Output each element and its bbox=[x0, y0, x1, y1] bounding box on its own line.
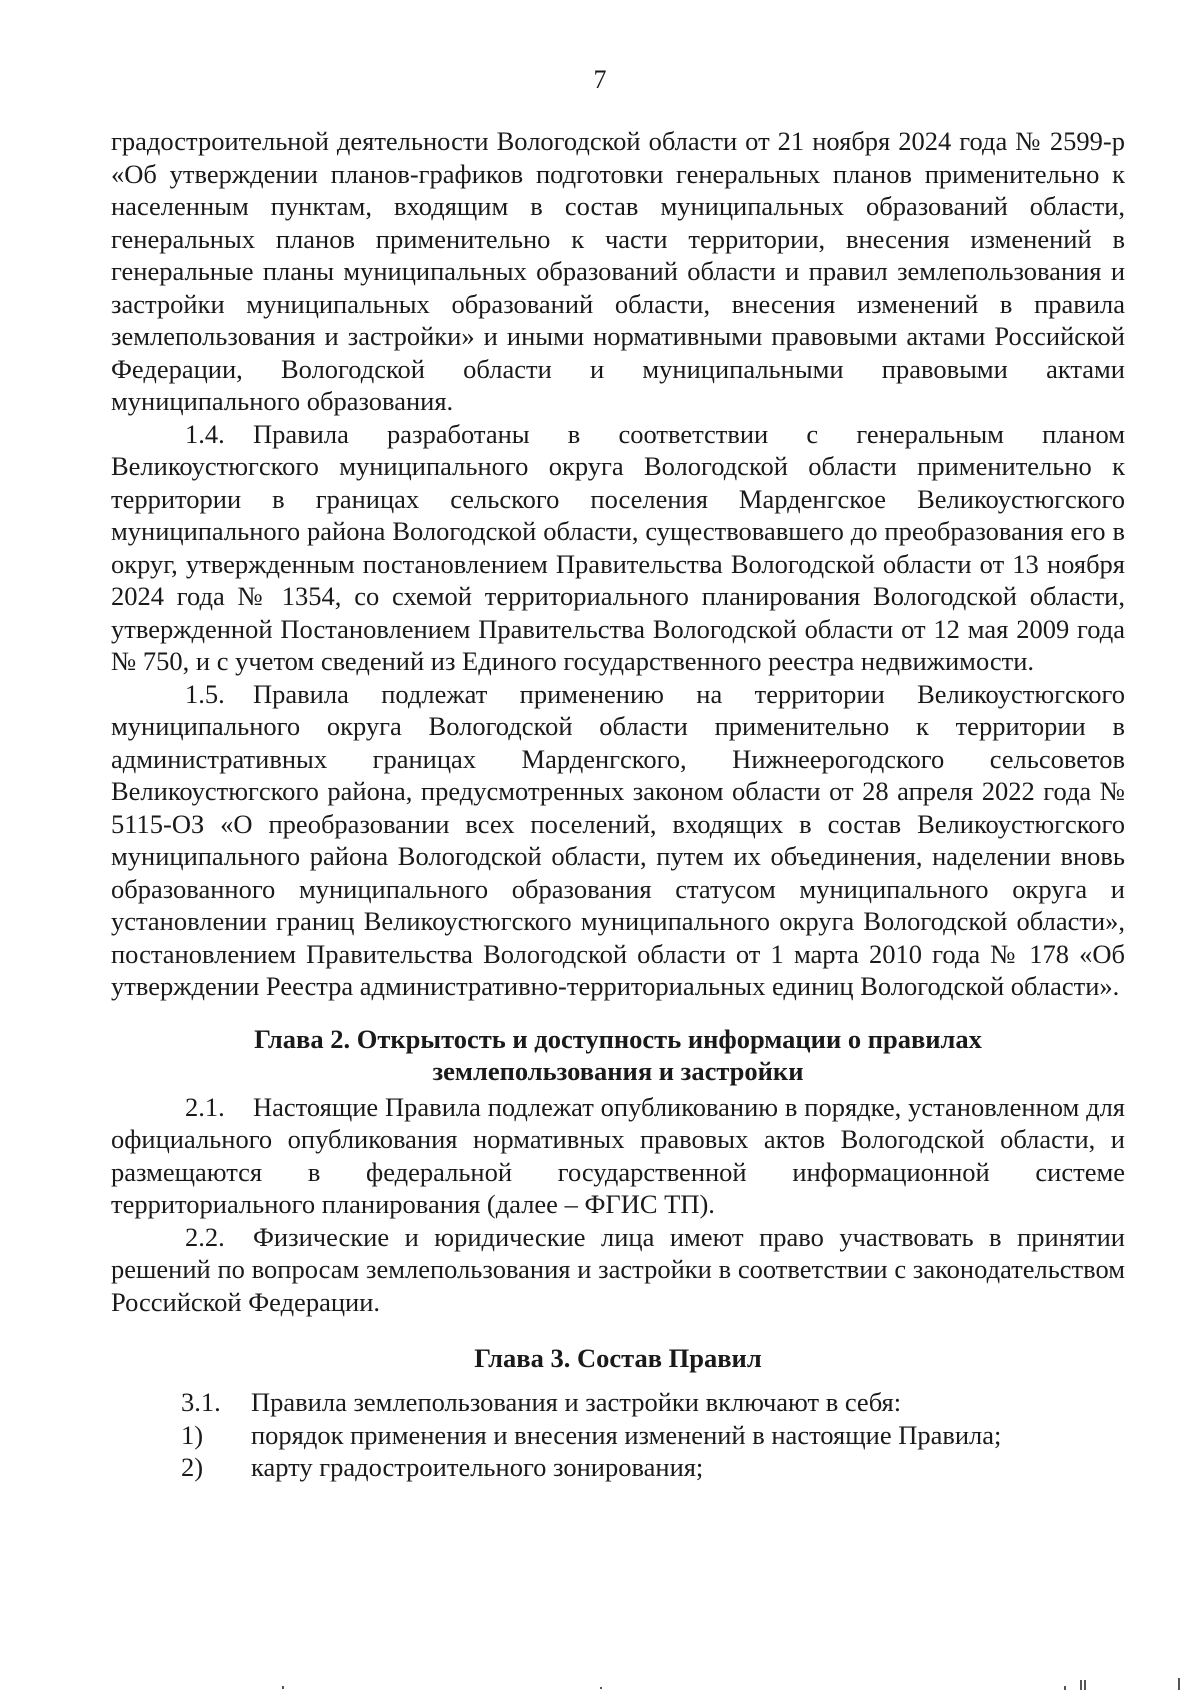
paragraph-text: Настоящие Правила подлежат опубликованию в порядке, установленном для официального опубликования нормативных правовых актов Вологодской области, и размещаются в федеральной государственной информационной системе территориального планирования (далее – ФГИС ТП). bbox=[111, 1091, 1125, 1219]
paragraph-text: Правила землепользования и застройки включают в себя: bbox=[251, 1387, 902, 1417]
paragraph-1-5 bbox=[111, 678, 1125, 1003]
scan-artifact bbox=[1084, 1680, 1086, 1690]
paragraph-number: 3.1. bbox=[181, 1387, 221, 1417]
list-item bbox=[111, 1451, 1125, 1484]
paragraph-number: 2.1. bbox=[185, 1091, 225, 1122]
scan-artifact bbox=[1080, 1680, 1082, 1690]
list-item-text: карту градостроительного зонирования; bbox=[251, 1452, 704, 1482]
paragraph-2-2 bbox=[111, 1221, 1125, 1319]
scan-artifact bbox=[600, 1687, 602, 1689]
paragraph-2-1 bbox=[111, 1091, 1125, 1221]
scan-artifact bbox=[1064, 1686, 1066, 1690]
paragraph-text: Правила подлежат применению на территории Великоустюгского муниципального округа Вологодской области применительно к территории в административных границах Марденгского, Нижнеерогодского сельсоветов Великоустюгского района, предусмотренных законом области от 28 апреля 2022 года № 5115-ОЗ «О преобразовании всех поселений, входящих в состав Великоустюгского муниципального района Вологодской области, путем их объединения, наделении вновь образованного муниципального образования статусом муниципального округа и установлении границ Великоустюгского муниципального округа Вологодской области», постановлением Правительства Вологодской области от 1 марта 2010 года № 178 «Об утверждении Реестра административно-территориальных единиц Вологодской области». bbox=[111, 678, 1125, 1001]
paragraph-1-4 bbox=[111, 418, 1125, 678]
document-body bbox=[111, 125, 1125, 1484]
list-item bbox=[111, 1419, 1125, 1452]
paragraph-number: 1.4. bbox=[185, 418, 225, 449]
chapter-2-title-line2: землепользования и застройки bbox=[432, 1055, 804, 1086]
chapter-2-title-line1: Глава 2. Открытость и доступность информации о правилах bbox=[254, 1023, 982, 1054]
paragraph-3-1 bbox=[111, 1386, 1125, 1419]
paragraph-number: 2.2. bbox=[185, 1221, 225, 1252]
scan-artifact bbox=[282, 1686, 284, 1689]
paragraph-text: Физические и юридические лица имеют право участвовать в принятии решений по вопросам землепользования и застройки в соответствии с законодательством Российской Федерации. bbox=[111, 1221, 1125, 1317]
list-item-number: 2) bbox=[181, 1452, 204, 1482]
chapter-2-heading bbox=[111, 1023, 1125, 1087]
page-number: 7 bbox=[593, 65, 607, 94]
chapter-3-heading: Глава 3. Состав Правил bbox=[474, 1343, 762, 1373]
intro-paragraph: градостроительной деятельности Вологодской области от 21 ноября 2024 года № 2599-р «Об утверждении планов-графиков подготовки генеральных планов применительно к населенным пунктам, входящим в состав муниципальных образований области, генеральных планов применительно к части территории, внесения изменений в генеральные планы муниципальных образований области и правил землепользования и застройки муниципальных образований области, внесения изменений в правила землепользования и застройки» и иными нормативными правовыми актами Российской Федерации, Вологодской области и муниципальными правовыми актами муниципального образования. bbox=[111, 126, 1125, 416]
paragraph-text: Правила разработаны в соответствии с генеральным планом Великоустюгского муниципального округа Вологодской области применительно к территории в границах сельского поселения Марденгское Великоустюгского муниципального района Вологодской области, существовавшего до преобразования его в округ, утвержденным постановлением Правительства Вологодской области от 13 ноября 2024 года № 1354, со схемой территориального планирования Вологодской области, утвержденной Постановлением Правительства Вологодской области от 12 мая 2009 года № 750, и с учетом сведений из Единого государственного реестра недвижимости. bbox=[111, 418, 1125, 676]
scan-artifact bbox=[1178, 1678, 1180, 1690]
paragraph-number: 1.5. bbox=[185, 678, 225, 709]
list-item-text: порядок применения и внесения изменений в настоящие Правила; bbox=[251, 1419, 1002, 1450]
list-item-number: 1) bbox=[181, 1419, 204, 1450]
